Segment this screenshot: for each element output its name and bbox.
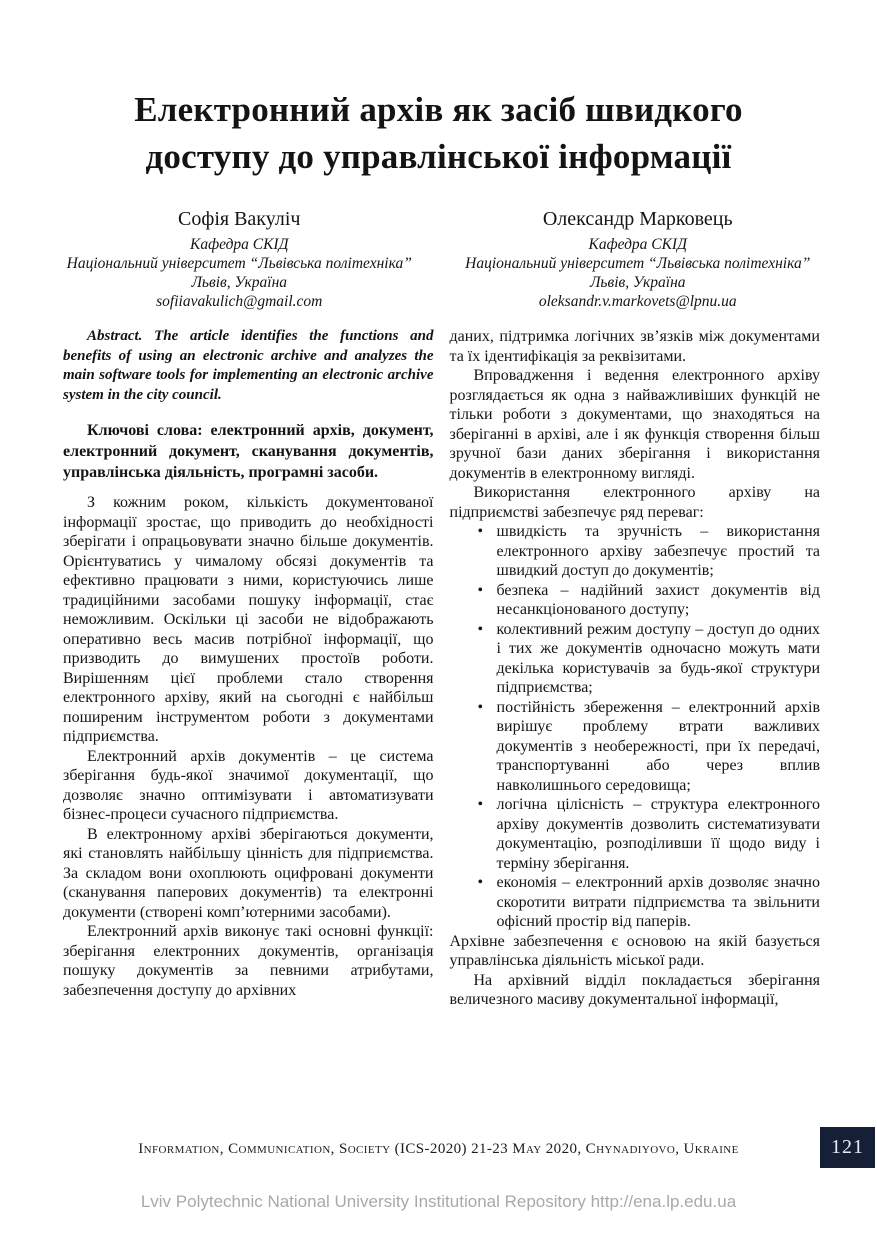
body-paragraph: З кожним роком, кількість документованої інформації зростає, що приводить до необхідності зберігати і опрацьовувати значно більше документів. Орієнтуватись у чималому обсязі документів та ефективно працювати з ними, користуючись лише традиційними засобами пошуку інформації, стає неможливим. Оскільки ці засоби не відображають оперативно весь масив потрібної інформації, що призводить до вимушених простоїв роботи. Вирішенням цієї проблеми стало створення електронного архіву, який на сьогодні є найбільш поширеним інструментом роботи з документами підприємства.	[63, 494, 434, 745]
body-paragraph: Електронний архів виконує такі основні функції: зберігання електронних документів, організація пошуку документів за певними атрибутами, забезпечення доступу до архівних	[63, 923, 434, 999]
author-department: Кафедра СКІД	[190, 236, 289, 253]
authors-row	[40, 206, 837, 311]
repository-footer: Lviv Polytechnic National University Institutional Repository http://ena.lp.edu.ua	[140, 1192, 737, 1211]
body-paragraph: Архівне забезпечення є основою на якій базується управлінська діяльність міської ради.	[449, 932, 820, 969]
author-email: oleksandr.v.markovets@lpnu.ua	[538, 293, 737, 310]
author-university: Національний університет “Львівська політехніка”	[465, 255, 811, 272]
left-column	[63, 327, 434, 1010]
body-paragraph: Використання електронного архіву на підприємстві забезпечує ряд переваг:	[449, 484, 820, 521]
body-paragraph: На архівний відділ покладається зберігання величезного масиву документальної інформації,	[449, 971, 820, 1008]
list-item: • логічна цілісність – структура електронного архіву документів дозволить систематизувати документацію, розподіливши її щодо виду і терміну зберігання.	[476, 795, 821, 873]
page-number-badge: 121	[820, 1127, 875, 1168]
body-paragraph: В електронному архіві зберігаються документи, які становлять найбільшу цінність для підприємства. За складом вони охоплюють оцифровані документи (сканування паперових документів) та електронні документи (створені комп’ютерними засобами).	[63, 825, 434, 921]
abstract-paragraph	[63, 327, 434, 405]
author-email: sofiiavakulich@gmail.com	[156, 293, 323, 310]
author-name: Софія Вакуліч	[178, 208, 301, 230]
page-title: Електронний архів як засіб швидкого доступу до управлінської інформації	[134, 90, 743, 176]
author-department: Кафедра СКІД	[588, 236, 687, 253]
body-paragraph: Впровадження і ведення електронного архіву розглядається як одна з найважливіших функцій не тільки роботи з документами, що знаходяться на зберіганні в архіві, але і як функція створення більш зручної бази даних зберігання і використання документів в електронному вигляді.	[449, 367, 820, 482]
list-item: • постійність збереження – електронний архів вирішує проблему втрати важливих документів з необережності, при їх передачі, транспортуванні або через вплив навколишнього середовища;	[476, 698, 821, 796]
keywords-label: Ключові слова:	[87, 422, 203, 439]
conference-footer: Information, Communication, Society (ICS-2020) 21-23 May 2020, Chynadiyovo, Ukraine	[138, 1141, 739, 1157]
abstract-label: Abstract.	[87, 328, 143, 344]
body-paragraph: Електронний архів документів – це система зберігання будь-якої значимої документації, що дозволяє значно оптимізувати і автоматизувати бізнес-процеси сучасного підприємства.	[63, 747, 434, 823]
two-column-body	[63, 327, 820, 1010]
benefits-list	[450, 522, 821, 932]
author-city: Львів, Україна	[589, 274, 686, 291]
author-university: Національний університет “Львівська політехніка”	[66, 255, 412, 272]
author-block-1	[40, 206, 439, 311]
list-item: • швидкість та зручність – використання електронного архіву забезпечує простий та швидкий доступ до документів;	[476, 522, 821, 581]
author-name: Олександр Марковець	[542, 208, 733, 230]
list-item: • економія – електронний архів дозволяє значно скоротити витрати підприємства та звільнити офісний простір від паперів.	[476, 873, 821, 932]
body-paragraph: даних, підтримка логічних зв’язків між документами та їх ідентифікація за реквізитами.	[449, 328, 820, 365]
abstract-text: The article identifies the functions and benefits of using an electronic archive and analyzes the main software tools for implementing an electronic archive system in the city council.	[63, 328, 434, 403]
keywords-text: електронний архів, документ, електронний документ, сканування документів, управлінська діяльність, програмні засоби.	[63, 422, 434, 481]
list-item: • безпека – надійний захист документів від несанкціонованого доступу;	[476, 581, 821, 620]
author-city: Львів, Україна	[191, 274, 288, 291]
right-column	[450, 327, 821, 1010]
list-item: • колективний режим доступу – доступ до одних і тих же документів одночасно можуть мати декілька користувачів за будь-якої структури підприємства;	[476, 620, 821, 698]
keywords-paragraph	[63, 420, 434, 483]
author-block-2	[439, 206, 838, 311]
